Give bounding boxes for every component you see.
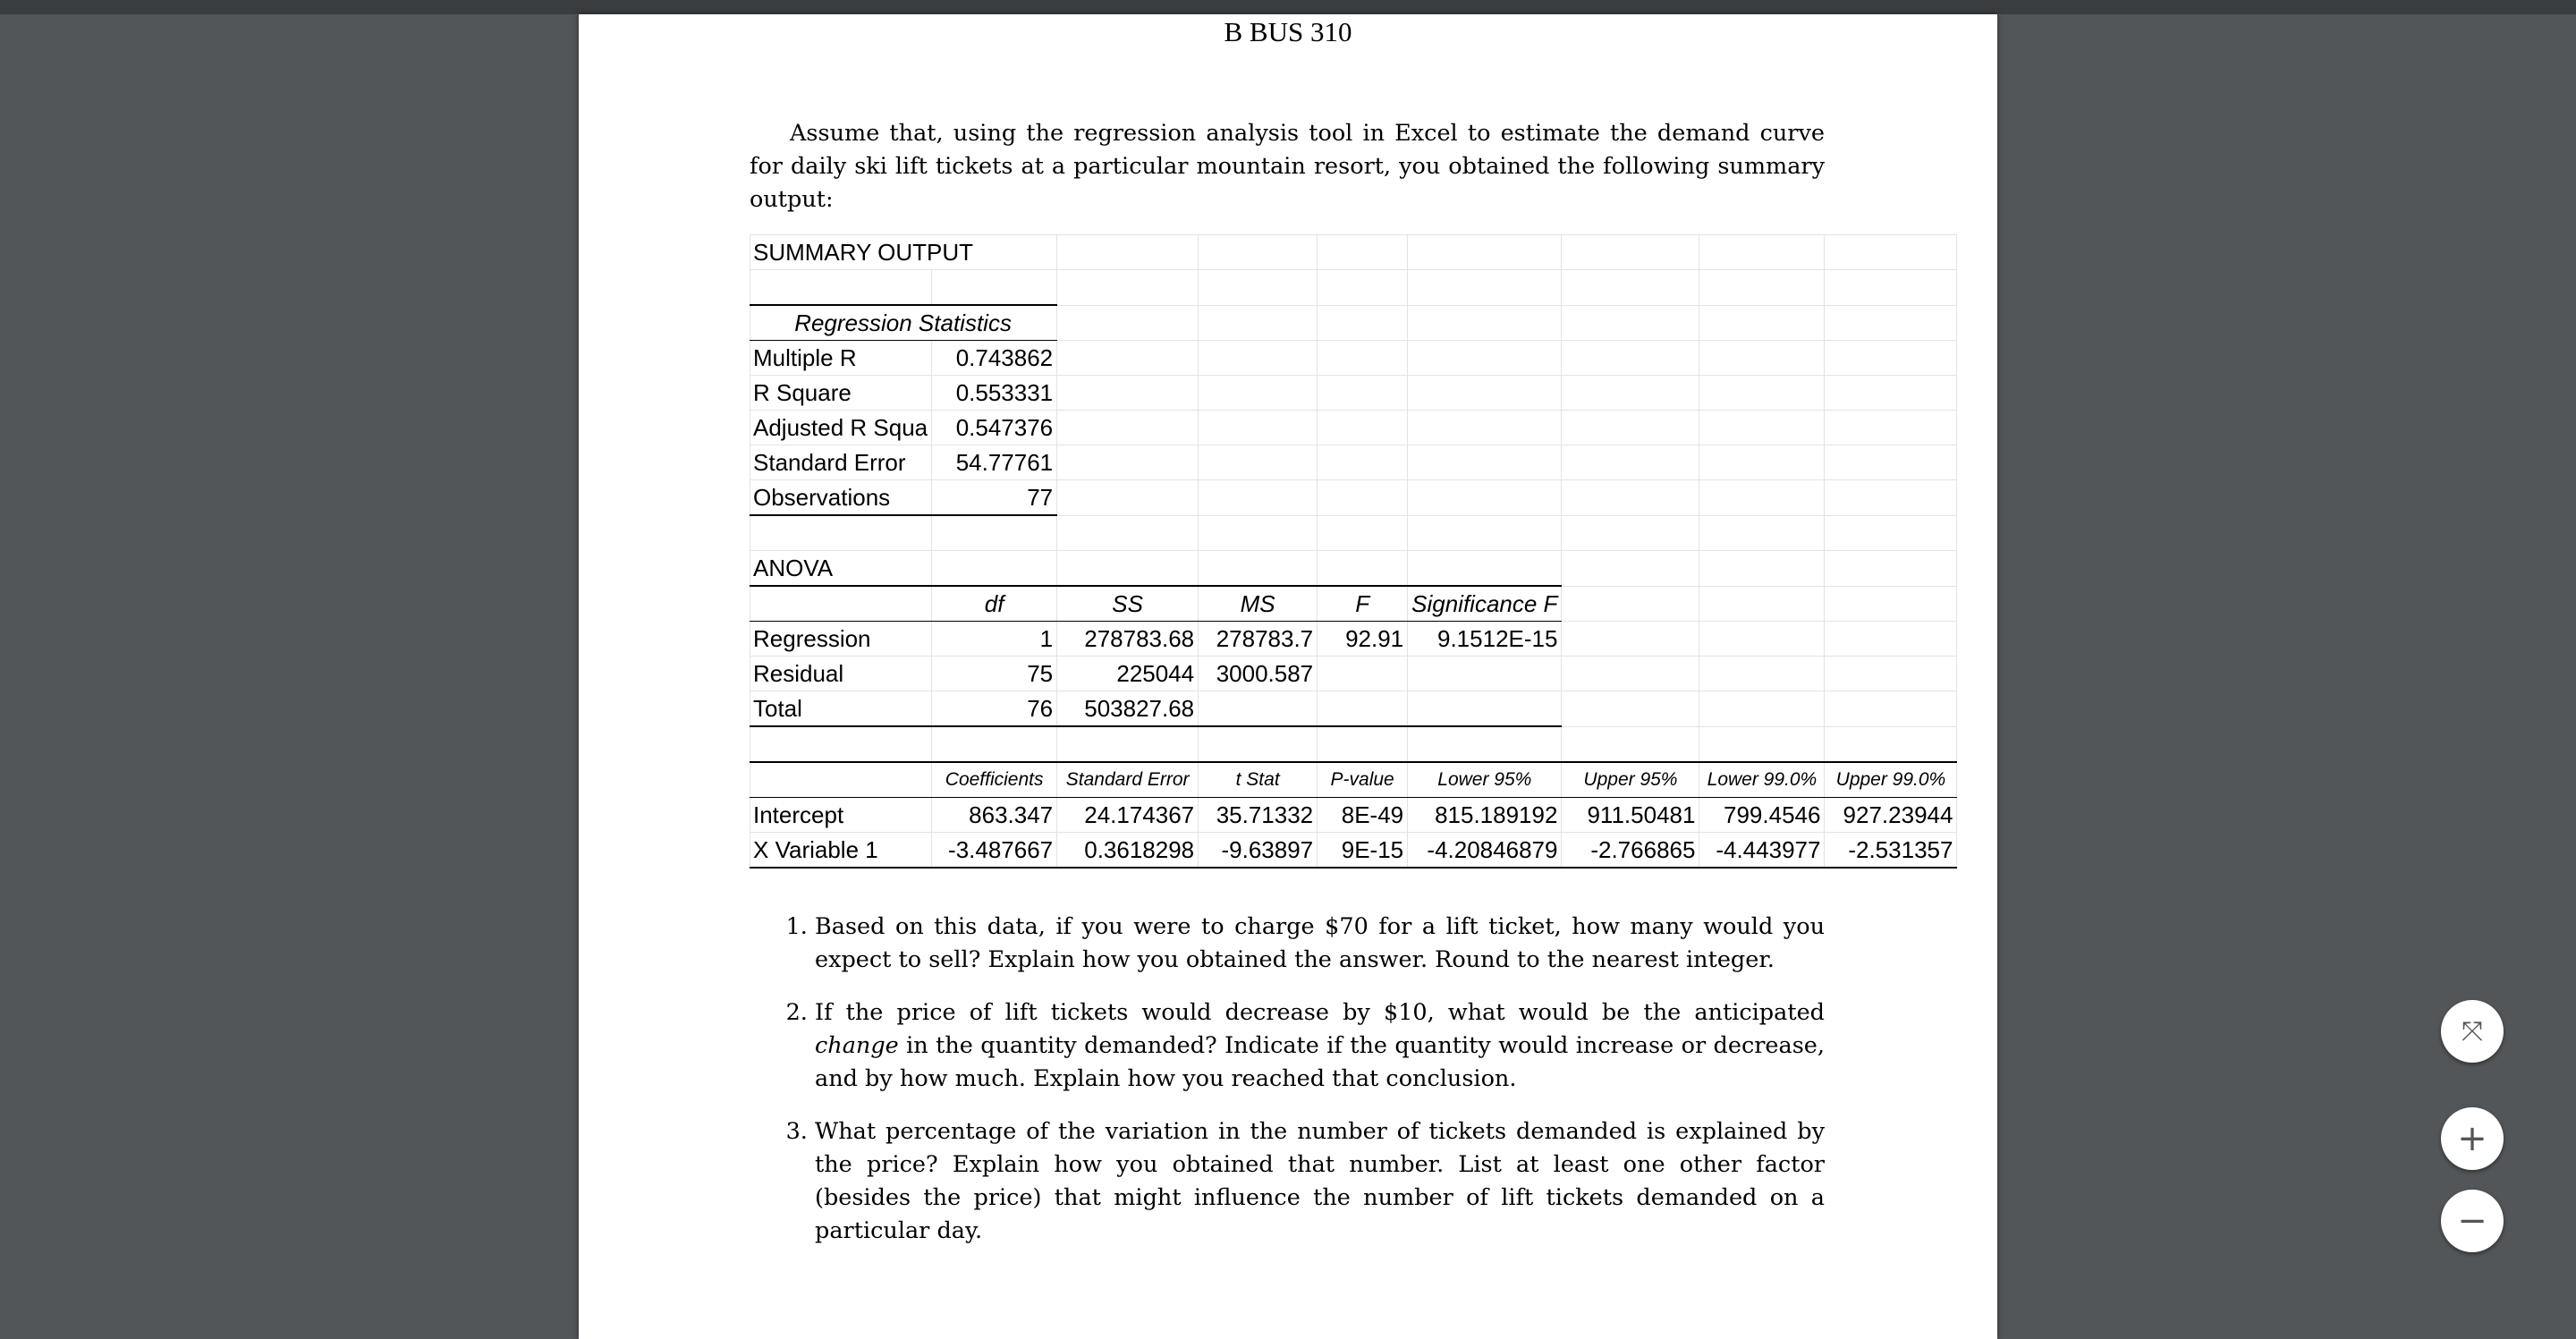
anova-f — [1318, 657, 1408, 691]
coef-value: -2.531357 — [1825, 833, 1957, 869]
coef-header: P-value — [1318, 762, 1408, 798]
reg-stat-value: 54.77761 — [932, 445, 1057, 480]
question-3: 3. What percentage of the variation in the number of tickets demanded is explained by the price? Explain how you obtained that number. List at least one other factor (besides the price) that might influence the number of lift tickets demanded on a particular day. — [815, 1115, 1825, 1248]
table-row — [750, 445, 1957, 480]
fit-page-button[interactable] — [2441, 1000, 2504, 1063]
anova-ss: 503827.68 — [1057, 691, 1199, 727]
table-row — [750, 270, 1957, 306]
viewer-top-bar — [0, 0, 2576, 14]
reg-stat-label: Standard Error — [750, 445, 932, 480]
summary-title: SUMMARY OUTPUT — [750, 235, 1057, 270]
anova-df: 76 — [932, 691, 1057, 727]
reg-stat-label: R Square — [750, 376, 932, 411]
table-row — [750, 691, 1957, 727]
anova-header: df — [932, 586, 1057, 622]
page-header: B BUS 310 — [1224, 16, 1352, 47]
fit-page-icon: ⤧ — [2462, 1015, 2483, 1047]
table-row — [750, 798, 1957, 833]
question-2: 2. If the price of lift tickets would decrease by $10, what would be the anticipated change in the quantity demanded? Indicate if the quantity would increase or decrease, and by how much. Explain how you reached that conclusion. — [815, 996, 1825, 1096]
anova-row-label: Residual — [750, 657, 932, 691]
coef-value: -9.63897 — [1199, 833, 1318, 869]
table-row — [750, 235, 1957, 270]
anova-df: 1 — [932, 622, 1057, 657]
reg-stat-value: 0.553331 — [932, 376, 1057, 411]
reg-stat-label: Adjusted R Squa — [750, 411, 932, 445]
anova-sig — [1408, 691, 1562, 727]
table-row — [750, 411, 1957, 445]
anova-header: F — [1318, 586, 1408, 622]
coef-value: 927.23944 — [1825, 798, 1957, 833]
coef-value: 35.71332 — [1199, 798, 1318, 833]
anova-ss: 278783.68 — [1057, 622, 1199, 657]
coef-header: Upper 95% — [1562, 762, 1699, 798]
coef-row-label: X Variable 1 — [750, 833, 932, 869]
anova-header: SS — [1057, 586, 1199, 622]
zoom-out-button[interactable] — [2441, 1190, 2504, 1252]
coef-value: -4.443977 — [1699, 833, 1825, 869]
zoom-in-button[interactable] — [2441, 1107, 2504, 1170]
reg-stat-value: 0.743862 — [932, 341, 1057, 376]
coef-value: 911.50481 — [1562, 798, 1699, 833]
document-page — [579, 14, 1997, 1339]
reg-stat-value: 77 — [932, 480, 1057, 516]
reg-stats-header: Regression Statistics — [750, 305, 1057, 341]
questions-list — [750, 911, 1825, 1267]
table-row — [750, 551, 1957, 587]
anova-ms: 3000.587 — [1199, 657, 1318, 691]
coef-value: 8E-49 — [1318, 798, 1408, 833]
coef-header: Upper 99.0% — [1825, 762, 1957, 798]
table-row — [750, 833, 1957, 869]
coef-value: 0.3618298 — [1057, 833, 1199, 869]
table-row — [750, 305, 1957, 341]
coef-value: 863.347 — [932, 798, 1057, 833]
anova-header: Significance F — [1408, 586, 1562, 622]
coef-value: 799.4546 — [1699, 798, 1825, 833]
reg-stat-value: 0.547376 — [932, 411, 1057, 445]
intro-paragraph: Assume that, using the regression analysis tool in Excel to estimate the demand curve for daily ski lift tickets at a particular mountain resort, you obtained the following summary output: — [750, 120, 1825, 213]
coef-value: 9E-15 — [1318, 833, 1408, 869]
table-row — [750, 762, 1957, 798]
coef-header: Coefficients — [932, 762, 1057, 798]
anova-row-label: Total — [750, 691, 932, 727]
anova-ms — [1199, 691, 1318, 727]
table-row — [750, 586, 1957, 622]
coef-row-label: Intercept — [750, 798, 932, 833]
plus-icon: + — [2457, 1118, 2487, 1159]
anova-row-label: Regression — [750, 622, 932, 657]
reg-stat-label: Multiple R — [750, 341, 932, 376]
table-row — [750, 726, 1957, 762]
anova-header: MS — [1199, 586, 1318, 622]
coef-value: -4.20846879 — [1408, 833, 1562, 869]
table-row — [750, 515, 1957, 551]
coef-header: Lower 95% — [1408, 762, 1562, 798]
coef-value: -2.766865 — [1562, 833, 1699, 869]
anova-f: 92.91 — [1318, 622, 1408, 657]
anova-df: 75 — [932, 657, 1057, 691]
table-row — [750, 376, 1957, 411]
table-row — [750, 341, 1957, 376]
anova-sig: 9.1512E-15 — [1408, 622, 1562, 657]
coef-value: 815.189192 — [1408, 798, 1562, 833]
regression-output-table — [750, 234, 1957, 869]
coef-value: 24.174367 — [1057, 798, 1199, 833]
table-row — [750, 622, 1957, 657]
coef-header: Lower 99.0% — [1699, 762, 1825, 798]
table-row — [750, 657, 1957, 691]
question-1: 1. Based on this data, if you were to charge $70 for a lift ticket, how many would you expect to sell? Explain how you obtained the answer. Round to the nearest integer. — [815, 911, 1825, 977]
coef-value: -3.487667 — [932, 833, 1057, 869]
anova-ms: 278783.7 — [1199, 622, 1318, 657]
table-row — [750, 480, 1957, 516]
reg-stat-label: Observations — [750, 480, 932, 516]
anova-ss: 225044 — [1057, 657, 1199, 691]
anova-f — [1318, 691, 1408, 727]
minus-icon: − — [2457, 1200, 2487, 1242]
anova-title: ANOVA — [750, 551, 932, 587]
coef-header: Standard Error — [1057, 762, 1199, 798]
anova-sig — [1408, 657, 1562, 691]
coef-header: t Stat — [1199, 762, 1318, 798]
